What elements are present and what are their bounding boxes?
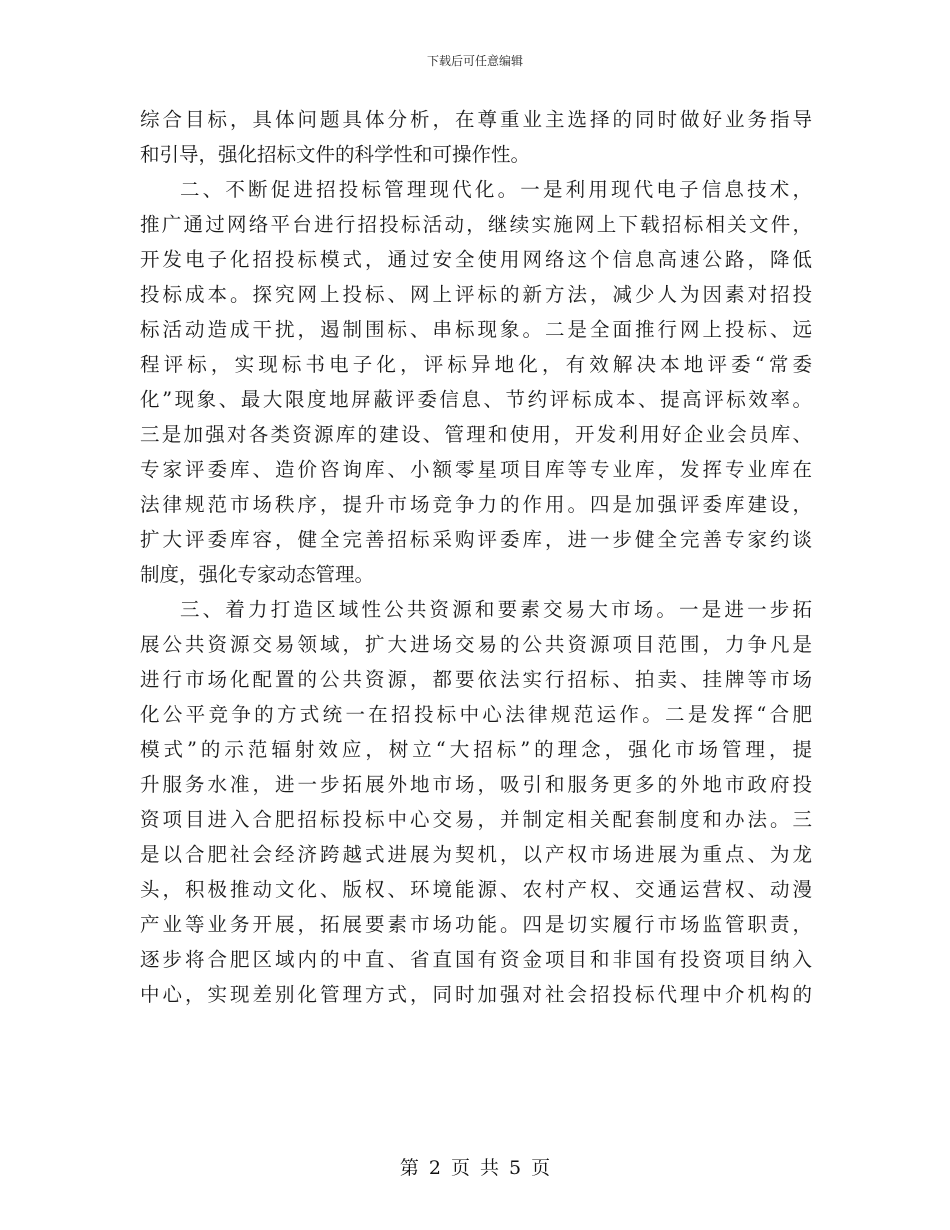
text-line: 程评标，实现标书电子化，评标异地化，有效解决本地评委“常委: [140, 353, 812, 376]
text-line: 头，积极推动文化、版权、环境能源、农村产权、交通运营权、动漫: [140, 878, 812, 901]
text-line: 资项目进入合肥招标投标中心交易，并制定相关配套制度和办法。三: [140, 808, 812, 831]
text-line: 升服务水准，进一步拓展外地市场，吸引和服务更多的外地市政府投: [140, 773, 812, 796]
text-line: 开发电子化招投标模式，通过安全使用网络这个信息高速公路，降低: [140, 248, 812, 271]
text-line: 产业等业务开展，拓展要素市场功能。四是切实履行市场监管职责，: [140, 913, 812, 936]
document-body: [140, 102, 812, 1012]
text-line: 进行市场化配置的公共资源，都要依法实行招标、拍卖、挂牌等市场: [140, 668, 812, 691]
text-line: 二、不断促进招投标管理现代化。一是利用现代电子信息技术，: [180, 178, 812, 201]
page-footer: 第 2 页 共 5 页: [399, 1157, 551, 1179]
text-line: 三是加强对各类资源库的建设、管理和使用，开发利用好企业会员库、: [140, 423, 812, 446]
text-line: 制度，强化专家动态管理。: [140, 563, 375, 586]
text-line: 三、着力打造区域性公共资源和要素交易大市场。一是进一步拓: [180, 598, 812, 621]
text-line: 推广通过网络平台进行招投标活动，继续实施网上下载招标相关文件，: [140, 213, 812, 236]
text-line: 扩大评委库容，健全完善招标采购评委库，进一步健全完善专家约谈: [140, 528, 812, 551]
text-line: 逐步将合肥区域内的中直、省直国有资金项目和非国有投资项目纳入: [140, 948, 812, 971]
text-line: 中心，实现差别化管理方式，同时加强对社会招投标代理中介机构的: [140, 983, 812, 1006]
text-line: 专家评委库、造价咨询库、小额零星项目库等专业库，发挥专业库在: [140, 458, 812, 481]
text-line: 化公平竞争的方式统一在招投标中心法律规范运作。二是发挥“合肥: [140, 703, 812, 726]
text-line: 化”现象、最大限度地屏蔽评委信息、节约评标成本、提高评标效率。: [140, 388, 812, 411]
text-line: 和引导，强化招标文件的科学性和可操作性。: [140, 143, 531, 166]
text-line: 展公共资源交易领域，扩大进场交易的公共资源项目范围，力争凡是: [140, 633, 812, 656]
text-line: 是以合肥社会经济跨越式进展为契机，以产权市场进展为重点、为龙: [140, 843, 812, 866]
page-header: 下载后可任意编辑: [426, 54, 523, 68]
text-line: 标活动造成干扰，遏制围标、串标现象。二是全面推行网上投标、远: [140, 318, 812, 341]
text-line: 投标成本。探究网上投标、网上评标的新方法，减少人为因素对招投: [140, 283, 812, 306]
text-line: 法律规范市场秩序，提升市场竞争力的作用。四是加强评委库建设，: [140, 493, 812, 516]
text-line: 综合目标，具体问题具体分析，在尊重业主选择的同时做好业务指导: [140, 108, 812, 131]
text-line: 模式”的示范辐射效应，树立“大招标”的理念，强化市场管理，提: [140, 738, 812, 761]
